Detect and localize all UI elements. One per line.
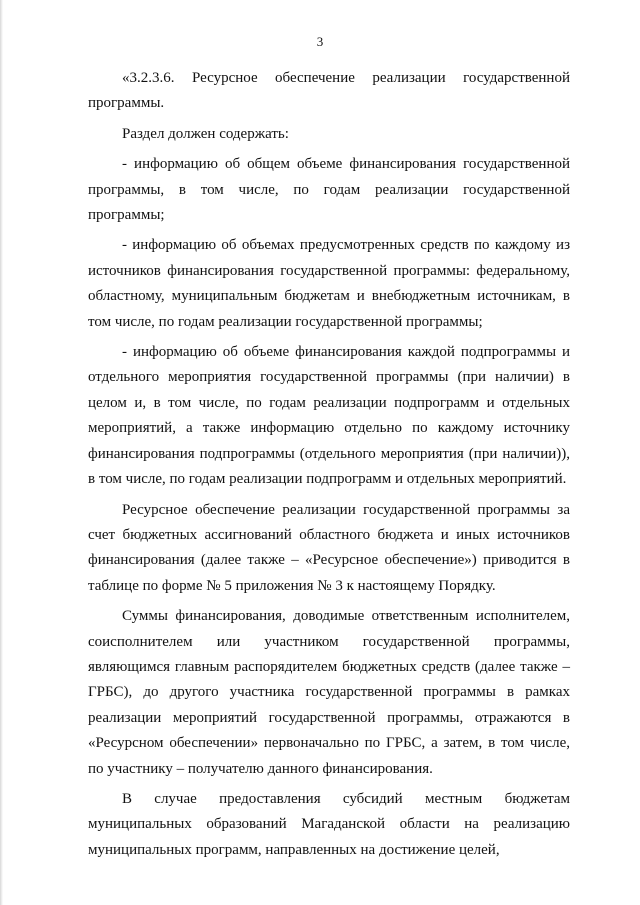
grbs-financing-paragraph: Суммы финансирования, доводимые ответственным исполнителем, соисполнителем или участником государственной программы, являющимся главным распорядителем бюджетных средств (далее также – ГРБС), до другого участника государственной программы в рамках реализации мероприятий государственной программы, отражаются в «Ресурсном обеспечении» первоначально по ГРБС, а затем, в том числе, по участнику – получателю данного финансирования. — [88, 608, 570, 777]
list-item-total-financing: - информацию об общем объеме финансирования государственной программы, в том числе, по годам реализации государственной программы; — [88, 156, 570, 224]
list-item-funding-sources: - информацию об объемах предусмотренных средств по каждому из источников финансирования государственной программы: федеральному, областному, муниципальным бюджетам и внебюджетным источникам, в том числе, по годам реализации государственной программы; — [88, 237, 570, 330]
document-body — [88, 66, 570, 863]
section-intro-paragraph: Раздел должен содержать: — [122, 125, 289, 142]
resource-provision-paragraph: Ресурсное обеспечение реализации государственной программы за счет бюджетных ассигнований областного бюджета и иных источников финансирования (далее также – «Ресурсное обеспечение») приводится в таблице по форме № 5 приложения № 3 к настоящему Порядку. — [88, 501, 570, 594]
subsidies-paragraph: В случае предоставления субсидий местным бюджетам муниципальных образований Магаданской области на реализацию муниципальных программ, направленных на достижение целей, — [88, 790, 570, 858]
scan-edge-shadow — [0, 0, 3, 905]
page-number: 3 — [316, 34, 324, 49]
section-heading-paragraph: «3.2.3.6. Ресурсное обеспечение реализации государственной программы. — [88, 70, 570, 112]
list-item-subprogram-financing: - информацию об объеме финансирования каждой подпрограммы и отдельного мероприятия государственной программы (при наличии) в целом и, в том числе, по годам реализации подпрограмм и отдельных мероприятий, а также информацию отдельно по каждому источнику финансирования подпрограммы (отдельного мероприятия (при наличии)), в том числе, по годам реализации подпрограмм и отдельных мероприятий. — [88, 344, 570, 488]
